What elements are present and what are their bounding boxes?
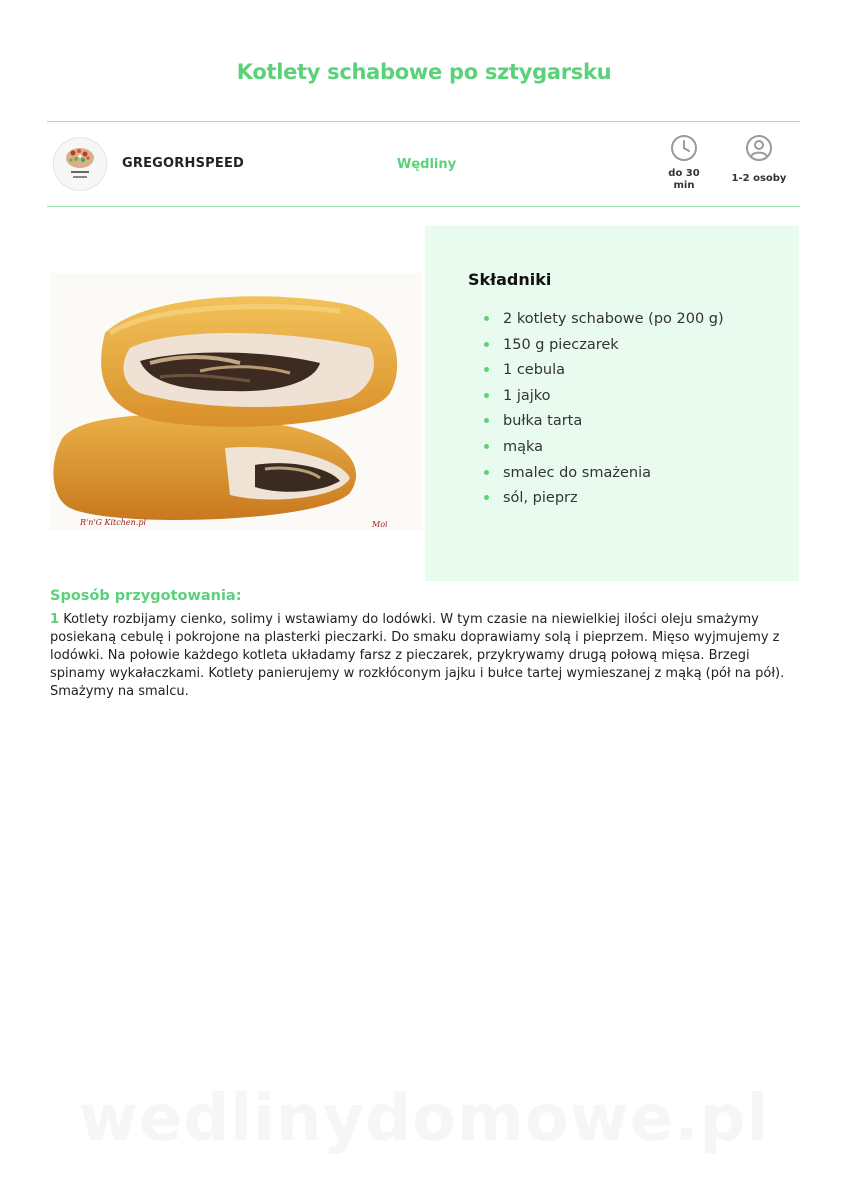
step-number: 1 xyxy=(50,612,60,627)
user-icon xyxy=(745,134,773,162)
bullet-icon xyxy=(484,444,489,449)
ingredient-item: 150 g pieczarek xyxy=(503,336,724,362)
ingredient-item: mąka xyxy=(503,438,724,464)
recipe-title: Kotlety schabowe po sztygarsku xyxy=(236,60,612,84)
ingredients-panel xyxy=(425,226,799,581)
bullet-icon xyxy=(484,418,489,423)
bullet-icon xyxy=(484,470,489,475)
ingredient-item: 2 kotlety schabowe (po 200 g) xyxy=(503,310,724,336)
author-avatar[interactable] xyxy=(53,137,107,191)
header-divider-top xyxy=(47,121,800,122)
ingredients-list xyxy=(503,310,724,515)
servings xyxy=(727,134,791,185)
step-text: Kotlety rozbijamy cienko, solimy i wstawiamy do lodówki. W tym czasie na niewielkiej ilości oleju smażymy posiekaną cebulę i pokrojone na plasterki pieczarki. Do smaku doprawiamy solą i pieprzem. Mięso wyjmujemy z lodówki. Na połowie każdego kotleta układamy farsz z pieczarek, przykrywamy drugą połową mięsa. Brzegi spinamy wykałaczkami. Kotlety panierujemy w rozkłóconym jajku i bułce tartej wymieszanej z mąką (pół na pół). Smażymy na smalcu. xyxy=(50,612,785,699)
author-name[interactable]: GREGORHSPEED xyxy=(122,156,245,171)
ingredient-item: sól, pieprz xyxy=(503,489,724,515)
svg-text:Moi: Moi xyxy=(372,520,388,529)
svg-text:R'n'G Kitchen.pl: R'n'G Kitchen.pl xyxy=(80,518,146,527)
servings-value: 1-2 osoby xyxy=(731,173,787,184)
bullet-icon xyxy=(484,393,489,398)
method-step xyxy=(50,611,798,701)
bullet-icon xyxy=(484,495,489,500)
clock-icon xyxy=(670,134,698,162)
category-link[interactable]: Wędliny xyxy=(397,157,457,172)
bullet-icon xyxy=(484,316,489,321)
ingredients-heading: Składniki xyxy=(468,270,552,289)
watermark: wedlinydomowe.pl xyxy=(78,1082,770,1156)
method-heading: Sposób przygotowania: xyxy=(50,588,242,604)
header-divider-bottom xyxy=(47,206,800,207)
prep-time-value: do 30 xyxy=(668,168,700,179)
prep-time xyxy=(661,134,707,192)
bullet-icon xyxy=(484,342,489,347)
bullet-icon xyxy=(484,367,489,372)
ingredient-item: 1 jajko xyxy=(503,387,724,413)
recipe-photo xyxy=(50,273,422,530)
prep-time-unit: min xyxy=(673,180,695,191)
ingredient-item: smalec do smażenia xyxy=(503,464,724,490)
ingredient-item: 1 cebula xyxy=(503,361,724,387)
ingredient-item: bułka tarta xyxy=(503,412,724,438)
